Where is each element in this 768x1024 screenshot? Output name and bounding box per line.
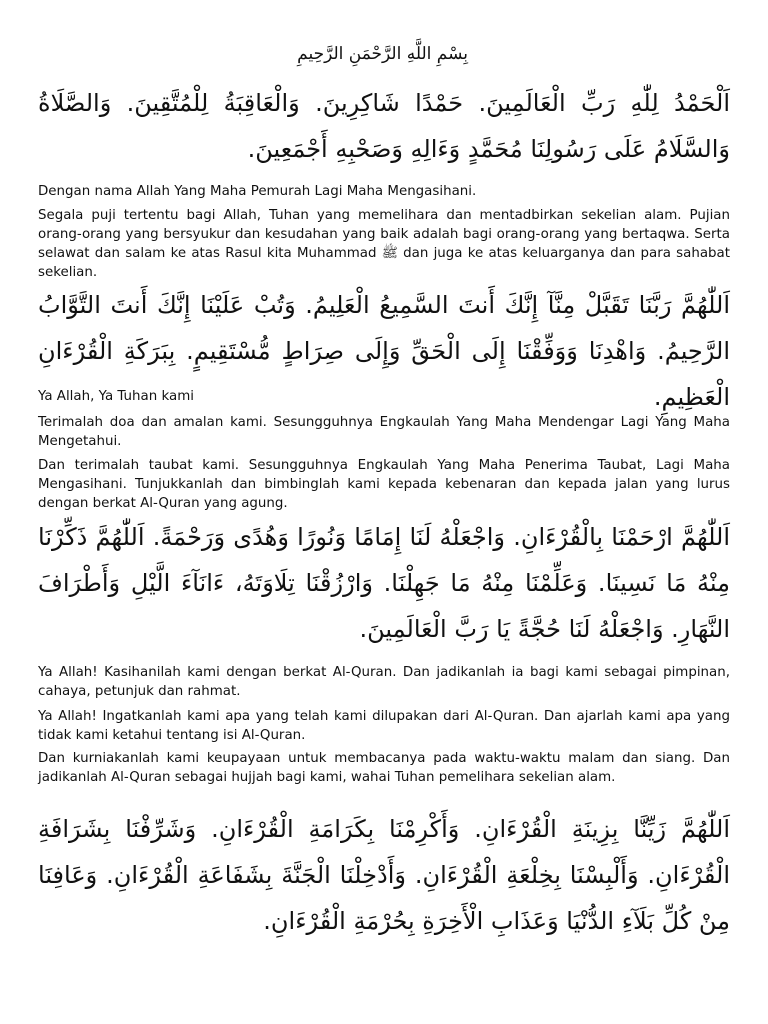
translation-repentance: Dan terimalah taubat kami. Sesungguhnya Engkaulah Yang Maha Penerima Taubat, Lagi Maha Mengasihani. Tunjukkanlah dan bimbinglah kami kepada kebenaran dan kepada jalan yang lurus dengan berkat Al-Quran yang agung. xyxy=(38,458,730,511)
translation-quran-recitation: Dan kurniakanlah kami keupayaan untuk membacanya pada waktu-waktu malam dan siang. Dan jadikanlah Al-Quran sebagai hujjah bagi kami, wahai Tuhan pemelihara sekelian alam. xyxy=(38,751,730,785)
translation-quran-remembrance: Ya Allah! Ingatkanlah kami apa yang telah kami dilupakan dari Al-Quran. Dan ajarlah kami apa yang tidak kami ketahui tentang isi Al-Quran. xyxy=(38,709,730,743)
translation-opening-praise: Segala puji tertentu bagi Allah, Tuhan yang memelihara dan mentadbirkan sekelian alam. Pujian orang-orang yang bersyukur dan kesudahan yang baik adalah bagi orang-orang yang bertaqwa. Serta selawat dan salam ke atas Rasul kita Muhammad ﷺ dan juga ke atas keluarganya dan para sahabat sekelian. xyxy=(38,208,730,280)
translation-acceptance: Terimalah doa dan amalan kami. Sesungguhnya Engkaulah Yang Maha Mendengar Lagi Yang Maha Mengetahui. xyxy=(38,415,730,449)
basmala-calligraphy: بِسْمِ اللَّهِ الرَّحْمَنِ الرَّحِيمِ xyxy=(297,44,468,64)
translation-quran-mercy: Ya Allah! Kasihanilah kami dengan berkat Al-Quran. Dan jadikanlah ia bagi kami sebagai pimpinan, cahaya, petunjuk dan rahmat. xyxy=(38,665,730,699)
arabic-acceptance-prayer: اَللّٰهُمَّ رَبَّنَا تَقَبَّلْ مِنَّآ إِنَّكَ أَنتَ السَّمِيعُ الْعَلِيمُ. وَتُبْ عَلَيْنَا إِنَّكَ أَنتَ التَّوَّابُ الرَّحِيمُ. وَاهْدِنَا وَوَفِّقْنَا إِلَى الْحَقِّ وَإِلَى صِرَاطٍ مُّسْتَقِيمٍ. بِبَرَكَةِ الْقُرْءَانِ الْعَظِيمِ. xyxy=(38,291,730,411)
arabic-opening-praise: اَلْحَمْدُ لِلّٰهِ رَبِّ الْعَالَمِينَ. حَمْدًا شَاكِرِينَ. وَالْعَاقِبَةُ لِلْمُتَّقِينَ. وَالصَّلَاةُ وَالسَّلَامُ عَلَى رَسُولِنَا مُحَمَّدٍ وَءَالِهِ وَصَحْبِهِ أَجْمَعِينَ. xyxy=(38,89,730,163)
arabic-quran-adornment-prayer: اَللّٰهُمَّ زَيِّنَّا بِزِينَةِ الْقُرْءَانِ. وَأَكْرِمْنَا بِكَرَامَةِ الْقُرْءَانِ. وَشَرِّفْنَا بِشَرَافَةِ الْقُرْءَانِ. وَأَلْبِسْنَا بِخِلْعَةِ الْقُرْءَانِ. وَأَدْخِلْنَا الْجَنَّةَ بِشَفَاعَةِ الْقُرْءَانِ. وَعَافِنَا مِنْ كُلِّ بَلَآءِ الدُّنْيَا وَعَذَابِ الْأَخِرَةِ بِحُرْمَةِ الْقُرْءَانِ. xyxy=(38,815,730,935)
translation-invocation: Ya Allah, Ya Tuhan kami xyxy=(38,389,194,404)
translation-basmala: Dengan nama Allah Yang Maha Pemurah Lagi Maha Mengasihani. xyxy=(38,184,477,199)
arabic-quran-mercy-prayer: اَللّٰهُمَّ ارْحَمْنَا بِالْقُرْءَانِ. وَاجْعَلْهُ لَنَا إِمَامًا وَنُورًا وَهُدًى وَرَحْمَةً. اَللّٰهُمَّ ذَكِّرْنَا مِنْهُ مَا نَسِينَا. وَعَلِّمْنَا مِنْهُ مَا جَهِلْنَا. وَارْزُقْنَا تِلَاوَتَهُ، ءَانَآءَ الَّيْلِ وَأَطْرَافَ النَّهَارِ. وَاجْعَلْهُ لَنَا حُجَّةً يَا رَبَّ الْعَالَمِينَ. xyxy=(38,523,730,643)
